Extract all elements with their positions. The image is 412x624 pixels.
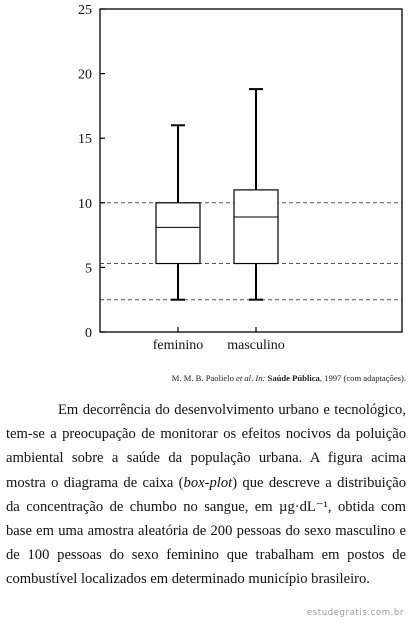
y-tick-label: 20 — [78, 67, 92, 83]
y-axis — [78, 3, 105, 341]
paragraph-part1: Em decorrência do desenvolvimento urbano e tecnológico, tem-se a preocupação de monitorar os efeitos nocivos da poluição ambiental sobre a saúde da população urbana. A figura acima mostra o diagrama de caixa ( — [6, 402, 406, 491]
figure-caption — [172, 373, 406, 383]
y-tick-label: 0 — [85, 326, 92, 341]
paragraph-italic: box-plot — [183, 474, 233, 491]
y-tick-label: 25 — [78, 3, 92, 18]
y-tick-label: 10 — [78, 196, 92, 212]
caption-etal: et al — [236, 373, 252, 383]
box-iqr — [234, 190, 278, 264]
caption-dot: . — [251, 373, 256, 383]
site-watermark: estudegratis.com.br — [306, 608, 404, 618]
paragraph — [6, 398, 406, 592]
boxes — [156, 89, 278, 300]
y-tick-label: 15 — [78, 132, 92, 148]
x-axis — [153, 327, 285, 353]
y-tick-label: 5 — [85, 261, 92, 277]
paragraph-part2: ) que descreve a distribuição da concentração de chumbo no sangue, em µg·dL⁻¹, obtida com base em uma amostra aleatória de 200 pessoas do sexo masculino e de 100 pessoas do sexo feminino que trabalham em postos de combustível localizados em determinado município brasileiro. — [6, 474, 406, 588]
box-iqr — [156, 203, 200, 264]
caption-in: In: — [255, 373, 266, 383]
x-tick-label: masculino — [227, 338, 285, 353]
x-tick-label: feminino — [152, 338, 204, 353]
caption-rest: , 1997 (com adaptações). — [319, 373, 406, 383]
plot-frame — [100, 9, 402, 332]
question-text — [6, 398, 406, 592]
caption-source: Saúde Pública — [265, 373, 320, 383]
caption-authors: M. M. B. Paolielo — [171, 373, 237, 383]
